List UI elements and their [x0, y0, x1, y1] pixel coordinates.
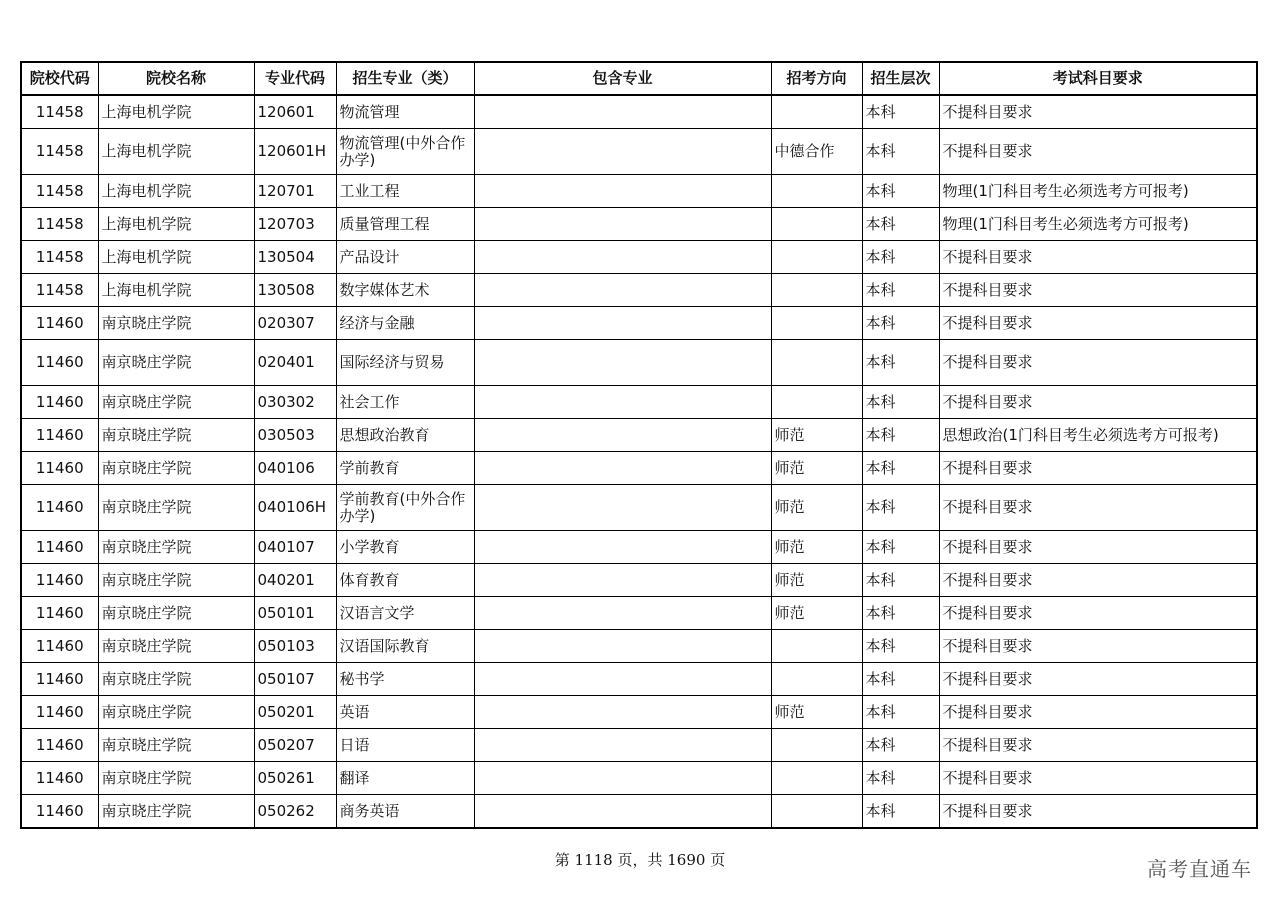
cell-school-code: 11460: [21, 630, 98, 663]
table-body: [21, 95, 1257, 828]
cell-school-name: 上海电机学院: [98, 129, 254, 175]
header-row: [21, 62, 1257, 95]
table-row: [21, 95, 1257, 129]
cell-direction: 中德合作: [771, 129, 862, 175]
cell-major: 体育教育: [336, 564, 474, 597]
cell-major: 小学教育: [336, 531, 474, 564]
cell-requirement: 物理(1门科目考生必须选考方可报考): [939, 208, 1257, 241]
cell-direction: [771, 630, 862, 663]
cell-major: 产品设计: [336, 241, 474, 274]
cell-requirement: 不提科目要求: [939, 340, 1257, 386]
table-row: [21, 795, 1257, 829]
cell-direction: 师范: [771, 452, 862, 485]
cell-school-name: 南京晓庄学院: [98, 597, 254, 630]
cell-included-majors: [474, 696, 771, 729]
cell-major: 国际经济与贸易: [336, 340, 474, 386]
header-requirement: 考试科目要求: [939, 62, 1257, 95]
cell-requirement: 不提科目要求: [939, 386, 1257, 419]
cell-included-majors: [474, 419, 771, 452]
cell-level: 本科: [862, 129, 939, 175]
table-row: [21, 386, 1257, 419]
cell-school-name: 上海电机学院: [98, 208, 254, 241]
cell-requirement: 不提科目要求: [939, 663, 1257, 696]
header-level: 招生层次: [862, 62, 939, 95]
cell-direction: 师范: [771, 485, 862, 531]
cell-school-code: 11460: [21, 564, 98, 597]
table-row: [21, 597, 1257, 630]
cell-requirement: 不提科目要求: [939, 696, 1257, 729]
cell-direction: 师范: [771, 564, 862, 597]
header-included-majors: 包含专业: [474, 62, 771, 95]
cell-major-code: 050101: [254, 597, 336, 630]
table-row: [21, 274, 1257, 307]
cell-level: 本科: [862, 762, 939, 795]
cell-major-code: 120703: [254, 208, 336, 241]
cell-requirement: 不提科目要求: [939, 531, 1257, 564]
cell-major-code: 050261: [254, 762, 336, 795]
table-row: [21, 241, 1257, 274]
cell-school-code: 11460: [21, 729, 98, 762]
cell-requirement: 不提科目要求: [939, 307, 1257, 340]
cell-level: 本科: [862, 564, 939, 597]
header-major: 招生专业（类）: [336, 62, 474, 95]
cell-school-code: 11458: [21, 274, 98, 307]
cell-school-code: 11460: [21, 340, 98, 386]
cell-major-code: 040106H: [254, 485, 336, 531]
cell-major-code: 120601: [254, 95, 336, 129]
cell-level: 本科: [862, 485, 939, 531]
cell-included-majors: [474, 795, 771, 829]
cell-level: 本科: [862, 452, 939, 485]
cell-direction: [771, 175, 862, 208]
cell-major: 学前教育: [336, 452, 474, 485]
cell-major: 工业工程: [336, 175, 474, 208]
cell-direction: [771, 208, 862, 241]
cell-requirement: 不提科目要求: [939, 795, 1257, 829]
cell-level: 本科: [862, 175, 939, 208]
cell-school-code: 11460: [21, 762, 98, 795]
cell-school-name: 南京晓庄学院: [98, 419, 254, 452]
cell-major-code: 120701: [254, 175, 336, 208]
cell-direction: [771, 241, 862, 274]
cell-requirement: 不提科目要求: [939, 762, 1257, 795]
cell-major-code: 050262: [254, 795, 336, 829]
cell-school-code: 11460: [21, 307, 98, 340]
cell-school-name: 南京晓庄学院: [98, 663, 254, 696]
header-direction: 招考方向: [771, 62, 862, 95]
cell-included-majors: [474, 452, 771, 485]
table-row: [21, 175, 1257, 208]
cell-direction: [771, 307, 862, 340]
cell-major-code: 020401: [254, 340, 336, 386]
table-row: [21, 340, 1257, 386]
cell-major-code: 130504: [254, 241, 336, 274]
cell-major: 英语: [336, 696, 474, 729]
cell-level: 本科: [862, 630, 939, 663]
cell-school-name: 南京晓庄学院: [98, 485, 254, 531]
cell-school-code: 11460: [21, 419, 98, 452]
cell-direction: [771, 386, 862, 419]
table-row: [21, 762, 1257, 795]
cell-major-code: 130508: [254, 274, 336, 307]
cell-direction: 师范: [771, 531, 862, 564]
cell-major: 秘书学: [336, 663, 474, 696]
cell-included-majors: [474, 762, 771, 795]
cell-school-name: 上海电机学院: [98, 175, 254, 208]
table-row: [21, 452, 1257, 485]
cell-school-name: 南京晓庄学院: [98, 762, 254, 795]
cell-school-name: 南京晓庄学院: [98, 564, 254, 597]
cell-requirement: 不提科目要求: [939, 630, 1257, 663]
cell-major-code: 030503: [254, 419, 336, 452]
cell-included-majors: [474, 564, 771, 597]
cell-level: 本科: [862, 95, 939, 129]
cell-included-majors: [474, 208, 771, 241]
cell-direction: [771, 795, 862, 829]
table-row: [21, 630, 1257, 663]
header-school-code: 院校代码: [21, 62, 98, 95]
cell-school-name: 上海电机学院: [98, 274, 254, 307]
cell-level: 本科: [862, 208, 939, 241]
cell-included-majors: [474, 95, 771, 129]
table-row: [21, 485, 1257, 531]
cell-school-name: 南京晓庄学院: [98, 729, 254, 762]
cell-requirement: 不提科目要求: [939, 241, 1257, 274]
cell-direction: [771, 729, 862, 762]
cell-school-name: 上海电机学院: [98, 241, 254, 274]
cell-school-code: 11460: [21, 597, 98, 630]
page-number: 第 1118 页，共 1690 页: [554, 851, 726, 869]
cell-requirement: 不提科目要求: [939, 485, 1257, 531]
cell-school-code: 11460: [21, 452, 98, 485]
cell-requirement: 思想政治(1门科目考生必须选考方可报考): [939, 419, 1257, 452]
cell-major: 商务英语: [336, 795, 474, 829]
cell-included-majors: [474, 307, 771, 340]
cell-included-majors: [474, 597, 771, 630]
table-row: [21, 729, 1257, 762]
cell-school-code: 11458: [21, 129, 98, 175]
cell-major: 翻译: [336, 762, 474, 795]
cell-included-majors: [474, 241, 771, 274]
cell-major: 物流管理(中外合作办学): [336, 129, 474, 175]
cell-level: 本科: [862, 795, 939, 829]
cell-school-code: 11460: [21, 485, 98, 531]
cell-direction: 师范: [771, 597, 862, 630]
table-row: [21, 564, 1257, 597]
cell-included-majors: [474, 531, 771, 564]
cell-requirement: 不提科目要求: [939, 274, 1257, 307]
cell-major: 数字媒体艺术: [336, 274, 474, 307]
cell-major-code: 120601H: [254, 129, 336, 175]
cell-level: 本科: [862, 340, 939, 386]
cell-major: 汉语言文学: [336, 597, 474, 630]
cell-school-code: 11460: [21, 663, 98, 696]
cell-level: 本科: [862, 531, 939, 564]
cell-school-name: 南京晓庄学院: [98, 452, 254, 485]
table-row: [21, 663, 1257, 696]
cell-school-code: 11460: [21, 795, 98, 829]
header-major-code: 专业代码: [254, 62, 336, 95]
cell-school-name: 南京晓庄学院: [98, 531, 254, 564]
cell-included-majors: [474, 386, 771, 419]
cell-school-code: 11458: [21, 95, 98, 129]
cell-major: 思想政治教育: [336, 419, 474, 452]
cell-included-majors: [474, 663, 771, 696]
cell-requirement: 不提科目要求: [939, 129, 1257, 175]
cell-direction: [771, 274, 862, 307]
cell-level: 本科: [862, 386, 939, 419]
cell-major-code: 040107: [254, 531, 336, 564]
cell-major-code: 040106: [254, 452, 336, 485]
cell-included-majors: [474, 729, 771, 762]
cell-included-majors: [474, 340, 771, 386]
cell-major-code: 050207: [254, 729, 336, 762]
table-row: [21, 696, 1257, 729]
cell-school-name: 上海电机学院: [98, 95, 254, 129]
cell-major: 日语: [336, 729, 474, 762]
cell-direction: [771, 340, 862, 386]
cell-major-code: 020307: [254, 307, 336, 340]
cell-level: 本科: [862, 729, 939, 762]
watermark-text: 高考直通车: [1147, 857, 1252, 881]
cell-requirement: 不提科目要求: [939, 452, 1257, 485]
table-row: [21, 307, 1257, 340]
cell-major: 学前教育(中外合作办学): [336, 485, 474, 531]
cell-major: 经济与金融: [336, 307, 474, 340]
cell-major-code: 030302: [254, 386, 336, 419]
cell-level: 本科: [862, 241, 939, 274]
cell-major-code: 040201: [254, 564, 336, 597]
cell-requirement: 不提科目要求: [939, 95, 1257, 129]
admissions-table: [20, 61, 1258, 829]
cell-school-code: 11458: [21, 208, 98, 241]
cell-requirement: 不提科目要求: [939, 729, 1257, 762]
table-row: [21, 129, 1257, 175]
table-row: [21, 208, 1257, 241]
cell-school-name: 南京晓庄学院: [98, 307, 254, 340]
cell-major: 质量管理工程: [336, 208, 474, 241]
cell-direction: [771, 762, 862, 795]
cell-level: 本科: [862, 696, 939, 729]
cell-requirement: 不提科目要求: [939, 597, 1257, 630]
cell-included-majors: [474, 129, 771, 175]
cell-school-code: 11458: [21, 241, 98, 274]
cell-requirement: 不提科目要求: [939, 564, 1257, 597]
cell-level: 本科: [862, 307, 939, 340]
cell-school-code: 11458: [21, 175, 98, 208]
cell-major-code: 050103: [254, 630, 336, 663]
cell-school-name: 南京晓庄学院: [98, 386, 254, 419]
cell-major: 社会工作: [336, 386, 474, 419]
table-row: [21, 531, 1257, 564]
cell-included-majors: [474, 485, 771, 531]
cell-school-name: 南京晓庄学院: [98, 795, 254, 829]
cell-direction: [771, 663, 862, 696]
table-row: [21, 419, 1257, 452]
cell-included-majors: [474, 630, 771, 663]
cell-direction: 师范: [771, 696, 862, 729]
cell-direction: [771, 95, 862, 129]
cell-level: 本科: [862, 663, 939, 696]
cell-school-name: 南京晓庄学院: [98, 340, 254, 386]
cell-school-code: 11460: [21, 386, 98, 419]
cell-school-name: 南京晓庄学院: [98, 696, 254, 729]
cell-level: 本科: [862, 274, 939, 307]
cell-major: 物流管理: [336, 95, 474, 129]
cell-major: 汉语国际教育: [336, 630, 474, 663]
cell-level: 本科: [862, 597, 939, 630]
cell-school-code: 11460: [21, 531, 98, 564]
cell-included-majors: [474, 175, 771, 208]
table-header: [21, 62, 1257, 95]
header-school-name: 院校名称: [98, 62, 254, 95]
cell-direction: 师范: [771, 419, 862, 452]
cell-included-majors: [474, 274, 771, 307]
cell-school-code: 11460: [21, 696, 98, 729]
cell-school-name: 南京晓庄学院: [98, 630, 254, 663]
cell-major-code: 050107: [254, 663, 336, 696]
cell-major-code: 050201: [254, 696, 336, 729]
cell-level: 本科: [862, 419, 939, 452]
cell-requirement: 物理(1门科目考生必须选考方可报考): [939, 175, 1257, 208]
